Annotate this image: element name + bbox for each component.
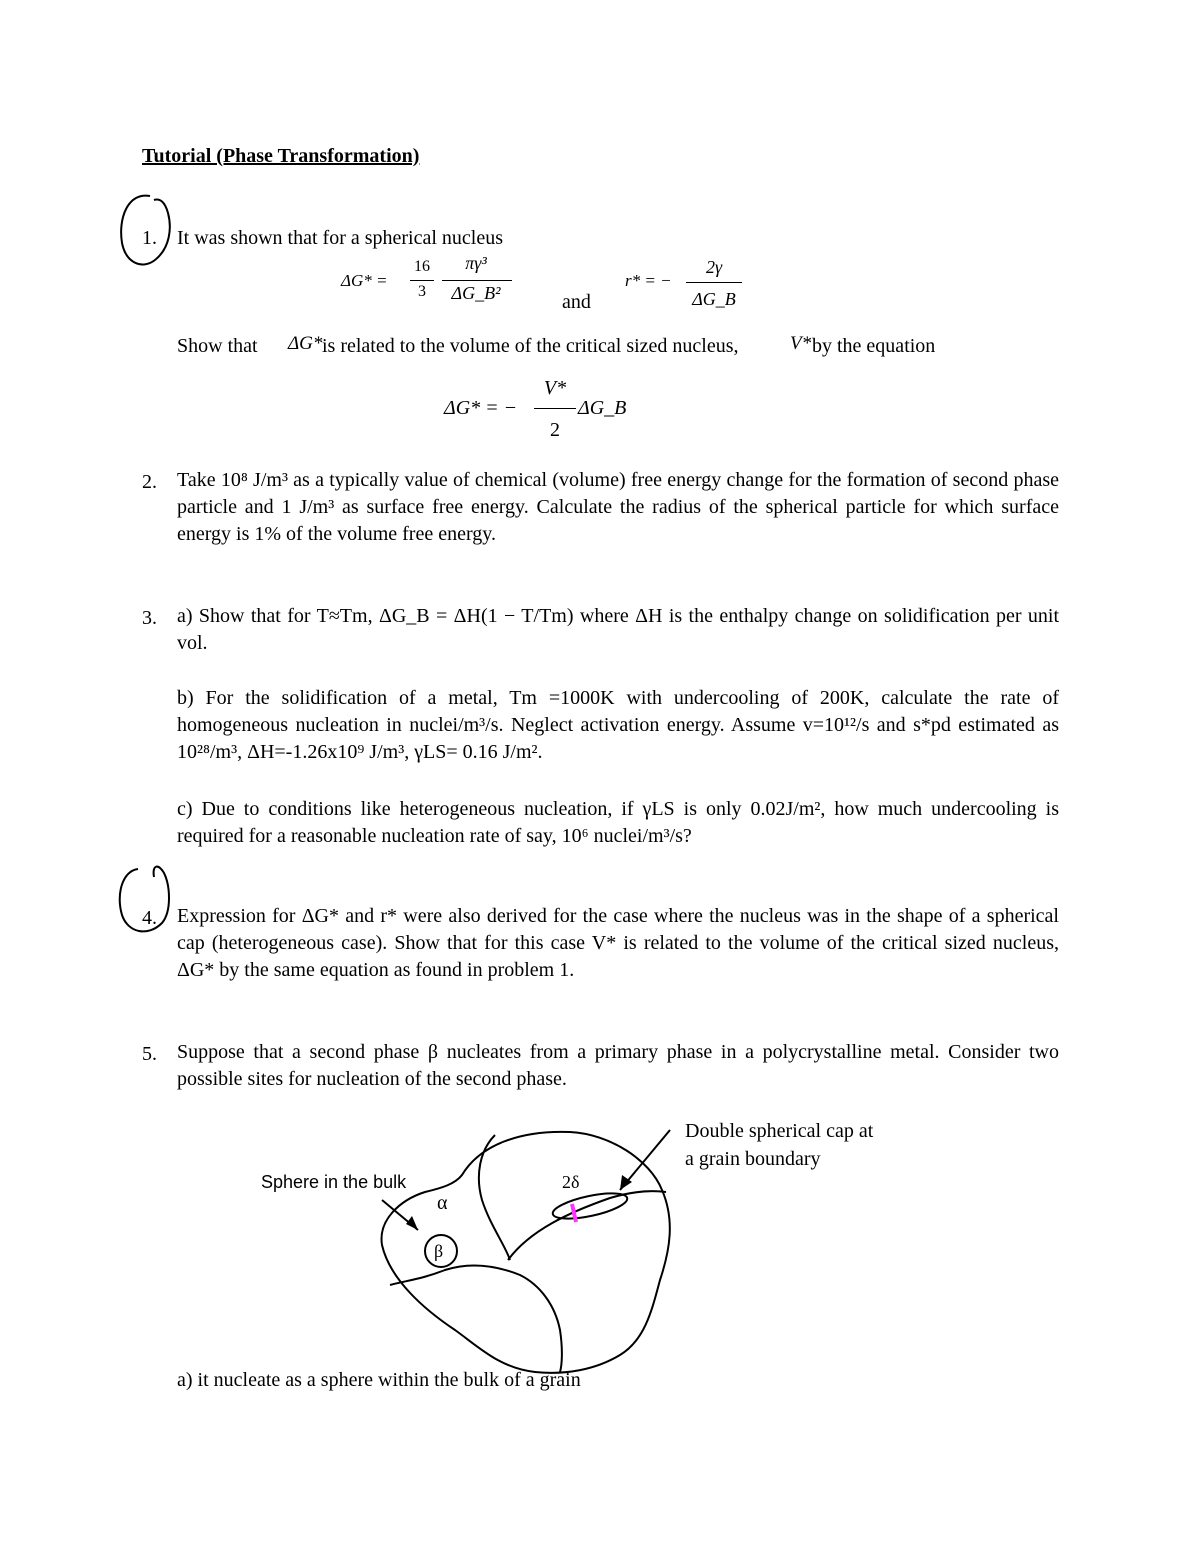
fraction-numerator: 2γ [705, 257, 723, 277]
question-number: 5. [142, 1043, 157, 1065]
question-text: Suppose that a second phase β nucleates from a primary phase in a polycrystalline metal. Consider two possible sites for nucleation of the second phase. [177, 1041, 1059, 1090]
label-double-cap-line1: Double spherical cap at [685, 1120, 874, 1142]
question-text: It was shown that for a spherical nucleus [177, 227, 504, 249]
question-number: 4. [142, 907, 157, 929]
equation-rhs: ΔG_B [578, 397, 627, 419]
equation-lhs: ΔG* = − [444, 397, 518, 419]
grain-boundary [508, 1191, 666, 1260]
grain-boundary [390, 1265, 562, 1372]
label-alpha: α [437, 1192, 448, 1214]
symbol: V* [790, 333, 812, 354]
fraction-numerator: πγ³ [465, 253, 487, 273]
question-text: Show that [177, 335, 258, 357]
fraction-bar [442, 280, 512, 281]
question-part-b: b) For the solidification of a metal, Tm =1000K with undercooling of 200K, calculate the rate of homogeneous nucleation in nuclei/m³/s. Neglect activation energy. Assume v=10¹²/s and s*pd estimated as 10²⁸/m³, ΔH=-1.26x10⁹ J/m³, γLS= 0.16 J/m². [177, 687, 1059, 763]
fraction-bar [534, 408, 576, 409]
equation-lhs: ΔG* = [341, 271, 388, 290]
grain-boundary [479, 1135, 510, 1260]
question-part-c: c) Due to conditions like heterogeneous nucleation, if γLS is only 0.02J/m², how much undercooling is required for a reasonable nucleation rate of say, 10⁶ nuclei/m³/s? [177, 798, 1059, 847]
question-number: 1. [142, 227, 157, 249]
label-beta: β [434, 1241, 444, 1261]
question-part-a: a) it nucleate as a sphere within the bulk of a grain [177, 1369, 581, 1391]
fraction-numerator: 16 [414, 258, 430, 275]
handwritten-loop-mark-2 [108, 855, 178, 945]
question-text: Expression for ΔG* and r* were also derived for the case where the nucleus was in the shape of a spherical cap (heterogeneous case). Show that for this case V* is related to the volume of the critical sized nucleus, ΔG* by the same equation as found in problem 1. [177, 905, 1059, 981]
page-title: Tutorial (Phase Transformation) [142, 145, 420, 167]
fraction-bar [686, 282, 742, 283]
symbol: ΔG* [288, 333, 323, 354]
conjunction-text: and [562, 291, 591, 313]
question-part-a: a) Show that for T≈Tm, ΔG_B = ΔH(1 − T/Tm) where ΔH is the enthalpy change on solidification per unit vol. [177, 605, 1059, 654]
question-number: 2. [142, 471, 157, 493]
fraction-denominator: 2 [550, 419, 560, 441]
fraction-denominator: ΔG_B [692, 289, 736, 309]
grain-diagram [370, 1120, 690, 1380]
question-text: is related to the volume of the critical sized nucleus, [322, 335, 739, 357]
arrowhead-sphere [406, 1216, 418, 1230]
label-sphere-in-bulk: Sphere in the bulk [261, 1172, 407, 1192]
question-text: by the equation [812, 335, 936, 357]
equation-lhs: r* = − [625, 271, 672, 290]
label-double-cap-line2: a grain boundary [685, 1148, 821, 1170]
question-text: Take 10⁸ J/m³ as a typically value of chemical (volume) free energy change for the formation of second phase particle and 1 J/m³ as surface free energy. Calculate the radius of the spherical particle for which surface energy is 1% of the volume free energy. [177, 469, 1059, 545]
label-2delta: 2δ [562, 1172, 580, 1192]
fraction-denominator: ΔG_B² [451, 283, 501, 303]
fraction-numerator: V* [543, 377, 567, 399]
question-number: 3. [142, 607, 157, 629]
fraction-bar [410, 280, 434, 281]
fraction-denominator: 3 [418, 283, 426, 300]
